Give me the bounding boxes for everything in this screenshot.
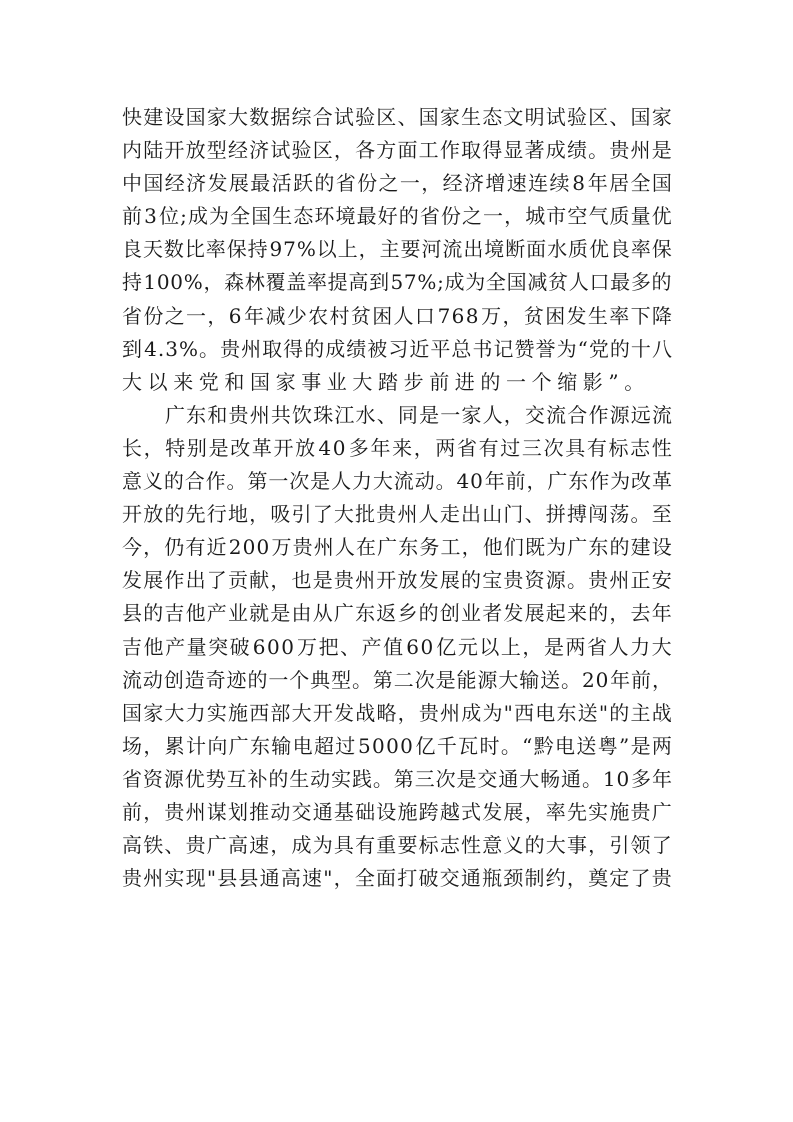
text-line: 吉 他 产 量 突 破 6 0 0 万 把 、 产 值 6 0 亿 元 以 上 ， 是 两 省 人 力 大 — [122, 634, 672, 659]
text-line: 发 展 作 出 了 贡 献 ， 也 是 贵 州 开 放 发 展 的 宝 贵 资 源 。 贵 州 正 安 — [122, 568, 672, 593]
text-line: 持 1 0 0 % ， 森 林 覆 盖 率 提 高 到 5 7 % ; 成 为 全 国 减 贫 人 口 最 多 的 — [122, 270, 672, 295]
text-line: 今 ， 仍 有 近 2 0 0 万 贵 州 人 在 广 东 务 工 ， 他 们 既 为 广 东 的 建 设 — [122, 535, 672, 560]
text-line: 内 陆 开 放 型 经 济 试 验 区 ， 各 方 面 工 作 取 得 显 著 成 绩 。 贵 州 是 — [122, 138, 672, 163]
text-line: 大以来党和国家事业大踏步前进的一个缩影”。 — [122, 369, 650, 394]
text-line: 中 国 经 济 发 展 最 活 跃 的 省 份 之 一 ， 经 济 增 速 连 续 8 年 居 全 国 — [122, 171, 672, 196]
text-line: 前 ， 贵 州 谋 划 推 动 交 通 基 础 设 施 跨 越 式 发 展 ， 率 先 实 施 贵 广 — [122, 799, 672, 824]
text-line: 国 家 大 力 实 施 西 部 大 开 发 战 略 ， 贵 州 成 为 " 西 电 东 送 " 的 主 战 — [122, 700, 672, 725]
text-line: 到 4 . 3 % 。 贵 州 取 得 的 成 绩 被 习 近 平 总 书 记 赞 誉 为 “ 党 的 十 八 — [122, 336, 672, 361]
text-line: 意 义 的 合 作 。 第 一 次 是 人 力 大 流 动 。 4 0 年 前 ， 广 东 作 为 改 革 — [122, 469, 672, 494]
body-text — [122, 101, 672, 895]
text-line: 长 ， 特 别 是 改 革 开 放 4 0 多 年 来 ， 两 省 有 过 三 次 具 有 标 志 性 — [122, 435, 672, 460]
text-line: 流 动 创 造 奇 迹 的 一 个 典 型 。 第 二 次 是 能 源 大 输 送 。 2 0 年 前 ， — [122, 667, 672, 692]
text-line: 省 资 源 优 势 互 补 的 生 动 实 践 。 第 三 次 是 交 通 大 畅 通 。 1 0 多 年 — [122, 766, 672, 791]
text-line: 场 ， 累 计 向 广 东 输 电 超 过 5 0 0 0 亿 千 瓦 时 。 “ 黔 电 送 粤 ” 是 两 — [122, 733, 672, 758]
paragraph-2 — [122, 399, 672, 895]
text-line: 贵 州 实 现 " 县 县 通 高 速 " ， 全 面 打 破 交 通 瓶 颈 制 约 ， 奠 定 了 贵 — [122, 866, 672, 891]
text-line: 快 建 设 国 家 大 数 据 综 合 试 验 区 、 国 家 生 态 文 明 试 验 区 、 国 家 — [122, 105, 672, 129]
text-line: 开 放 的 先 行 地 ， 吸 引 了 大 批 贵 州 人 走 出 山 门 、 拼 搏 闯 荡 。 至 — [122, 502, 672, 527]
text-line: 县 的 吉 他 产 业 就 是 由 从 广 东 返 乡 的 创 业 者 发 展 起 来 的 ， 去 年 — [122, 601, 672, 626]
text-line: 良 天 数 比 率 保 持 9 7 % 以 上 ， 主 要 河 流 出 境 断 面 水 质 优 良 率 保 — [122, 237, 672, 262]
text-line: 广 东 和 贵 州 共 饮 珠 江 水 、 同 是 一 家 人 ， 交 流 合 作 源 远 流 — [165, 402, 672, 427]
text-line: 高 铁 、 贵 广 高 速 ， 成 为 具 有 重 要 标 志 性 意 义 的 大 事 ， 引 领 了 — [122, 833, 672, 858]
text-line: 前 3 位 ; 成 为 全 国 生 态 环 境 最 好 的 省 份 之 一 ， 城 市 空 气 质 量 优 — [122, 204, 672, 229]
text-line: 省 份 之 一 ， 6 年 减 少 农 村 贫 困 人 口 7 6 8 万 ， 贫 困 发 生 率 下 降 — [122, 303, 672, 328]
paragraph-1 — [122, 101, 672, 399]
